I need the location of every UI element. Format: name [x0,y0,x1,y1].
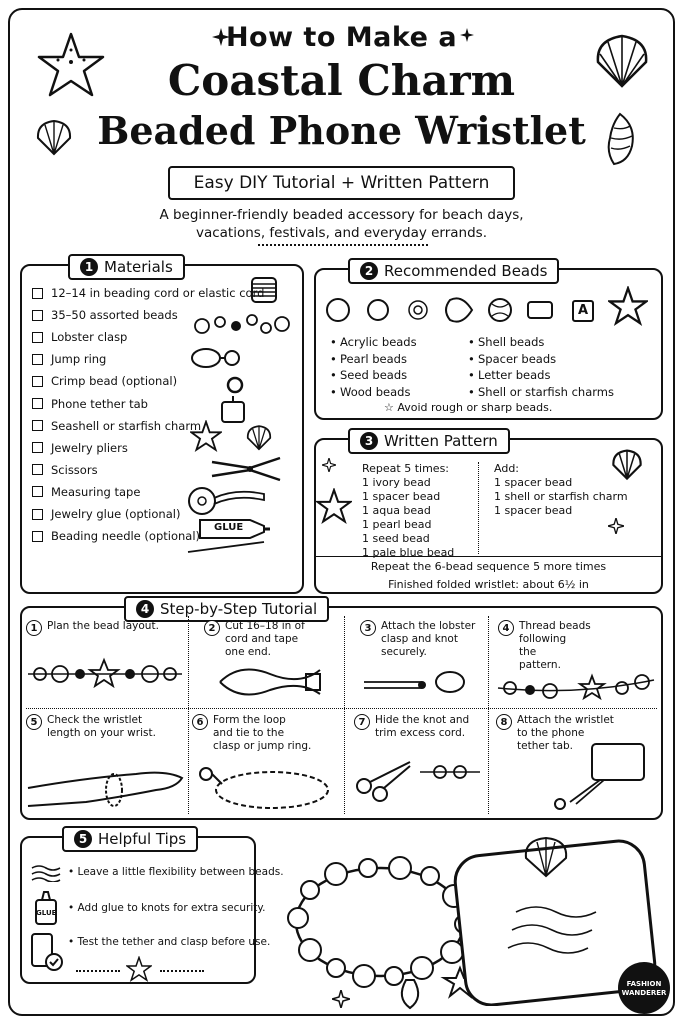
step-text [225,620,305,659]
pliers-icon [210,454,282,484]
bead-layout-illustration [26,656,184,692]
glue-bottle-label: GLUE [36,909,57,917]
checkbox[interactable] [32,310,43,321]
loop-illustration [192,760,342,814]
step-number: 5 [26,714,42,730]
step-text-line: trim excess cord. [375,727,466,739]
brand-line-2: WANDERER [621,989,667,997]
step-divider [344,616,345,814]
thread-beads-illustration [496,662,656,702]
pattern-heading: Written Pattern [384,432,498,450]
subtitle-ribbon: Easy DIY Tutorial + Written Pattern [168,166,515,200]
step-7 [354,714,484,740]
pattern-divider [478,462,479,554]
tutorial-heading: Step-by-Step Tutorial [160,600,318,618]
materials-item-label: Seashell or starfish charm [51,418,202,433]
phone-check-icon [30,932,64,972]
repeat-item: 1 aqua bead [362,504,431,517]
section-number: 5 [74,830,92,848]
step-text-line: Thread beads [519,620,591,632]
bead-type: • Acrylic beads [330,334,417,351]
repeat-block [362,462,454,560]
checkbox[interactable] [32,376,43,387]
pattern-footer-line [314,556,663,557]
materials-heading: Materials [104,258,173,276]
step-text-line: Attach the wristlet [517,714,614,726]
step-3 [360,620,480,659]
add-items [494,476,628,518]
step-text-line: tether tab. [517,740,574,752]
starfish-charm-icon [190,420,222,452]
intro-line-1: A beginner-friendly beaded accessory for beach days, [159,207,524,223]
step-number: 8 [496,714,512,730]
checkbox[interactable] [32,442,43,453]
tip-item: • Leave a little flexibility between beads. [68,866,284,878]
materials-title [68,254,185,280]
add-item: 1 spacer bead [494,476,573,489]
beads-list-col2 [468,334,614,400]
materials-item-label: Jewelry glue (optional) [51,507,181,521]
step-text-line: Plan the bead layout. [47,620,159,632]
brand-line-1: FASHION [626,980,662,988]
tips-dots [160,970,204,972]
materials-item [32,485,140,499]
bead-type: • Spacer beads [468,351,614,368]
repeat-item: 1 seed bead [362,532,430,545]
add-block [494,462,628,518]
scissors-trim-illustration [350,752,484,802]
step-divider [488,616,489,814]
materials-item-label: Crimp bead (optional) [51,374,178,389]
starfish-icon [316,488,352,524]
materials-item-label: Jewelry pliers [51,440,128,455]
bead-type: • Seed beads [330,367,417,384]
bead-type: • Shell or starfish charms [468,384,614,401]
step-2 [204,620,334,659]
starfish-bead-icon [608,286,648,326]
beads-heading: Recommended Beads [384,262,548,280]
step-text-line: clasp or jump ring. [213,740,312,752]
materials-item [32,397,148,411]
materials-item [32,286,264,300]
letter-bead-text: A [577,303,589,318]
materials-item-label: Lobster clasp [51,330,128,345]
step-number: 6 [192,714,208,730]
step-number: 1 [26,620,42,636]
phone-tether-illustration [500,740,656,810]
sparkle-icon [332,990,350,1008]
tutorial-row-divider [26,708,657,709]
step-number: 4 [498,620,514,636]
step-text-line: clasp and knot [381,633,458,645]
section-number: 2 [360,262,378,280]
materials-item [32,308,178,322]
lobster-clasp-icon [188,344,248,372]
materials-item [32,441,128,455]
repeat-item: 1 spacer bead [362,490,441,503]
step-divider [188,616,189,814]
step-text-line: Hide the knot and [375,714,470,726]
beads-icon [192,308,292,338]
checkbox[interactable] [32,531,43,542]
add-header: Add: [494,462,520,475]
materials-item [32,374,177,388]
tether-tab-icon [218,396,248,426]
section-number: 1 [80,258,98,276]
jump-ring-icon [225,375,245,395]
step-text-line: the [519,646,537,658]
bead-type: • Shell beads [468,334,614,351]
sparkle-icon [322,458,336,472]
materials-item-label: Jump ring [51,352,107,367]
sparkle-icon [608,518,624,534]
materials-item-label: Beading needle (optional) [51,529,200,544]
add-item: 1 shell or starfish charm [494,490,628,503]
repeat-items [362,476,454,560]
step-1 [26,620,186,636]
pattern-footer-1: Repeat the 6-bead sequence 5 more times [370,560,607,573]
tips-title [62,826,198,852]
materials-item [32,463,98,477]
step-text [213,714,311,753]
intro-line-2: vacations, festivals, and everyday errands. [195,225,488,241]
beads-title [348,258,559,284]
checkbox[interactable] [32,486,43,497]
tips-dots [76,970,120,972]
bead-type: • Pearl beads [330,351,417,368]
clasp-knot-illustration [362,660,472,700]
materials-item-label: 12–14 in beading cord or elastic cord [51,286,265,300]
repeat-header: Repeat 5 times: [362,462,450,475]
step-text-line: Cut 16–18 in of [225,620,305,632]
tips-heading: Helpful Tips [98,830,187,848]
tip-item: • Add glue to knots for extra security. [68,902,265,914]
materials-item [32,507,180,521]
step-6 [192,714,332,753]
tutorial-title [124,596,329,622]
pattern-title [348,428,510,454]
beading-needle-icon [186,540,266,554]
beads-note: ☆ Avoid rough or sharp beads. [384,401,553,414]
step-text-line: and tie to the [213,727,285,739]
step-text [381,620,475,659]
step-text [47,714,156,740]
glue-bottle-icon [32,890,60,926]
repeat-item: 1 pale blue bead [362,546,455,559]
section-number: 4 [136,600,154,618]
step-text-line: cord and tape [225,633,299,645]
title-line-3: Beaded Phone Wristlet [97,108,586,153]
repeat-item: 1 ivory bead [362,476,431,489]
checkbox[interactable] [32,420,43,431]
title-line-1: How to Make a [225,22,458,53]
step-text-line: length on your wrist. [47,727,156,739]
materials-item [32,529,200,543]
add-item: 1 spacer bead [494,504,573,517]
pattern-footer-2: Finished folded wristlet: about 6½ in [388,578,589,591]
starfish-icon [126,956,152,982]
bead-type: • Wood beads [330,384,417,401]
cord-spool-icon [246,276,282,304]
step-text-line: Form the loop [213,714,286,726]
wave-lines-icon [30,864,62,882]
materials-item-label: Measuring tape [51,484,141,499]
bead-type: • Letter beads [468,367,614,384]
seashell-charm-icon [244,424,274,452]
materials-item-label: Scissors [51,462,98,477]
beads-list-col1 [330,334,417,400]
repeat-item: 1 pearl bead [362,518,432,531]
step-text-line: following [519,633,567,645]
section-number: 3 [360,432,378,450]
step-text-line: Check the wristlet [47,714,143,726]
step-number: 7 [354,714,370,730]
checkbox[interactable] [32,332,43,343]
materials-item [32,352,106,366]
checkbox[interactable] [32,509,43,520]
step-text [47,620,159,636]
letter-bead [572,300,594,322]
materials-item [32,330,127,344]
wrist-illustration [26,748,186,808]
checkbox[interactable] [32,354,43,365]
glue-label: GLUE [214,522,244,533]
cord-illustration [210,660,330,704]
step-text-line: one end. [225,646,271,658]
intro-text [150,206,533,242]
beads-note-text: Avoid rough or sharp beads. [397,401,553,414]
checkbox[interactable] [32,288,43,299]
step-text-line: to the phone [517,727,585,739]
checkbox[interactable] [32,398,43,409]
materials-item [32,419,201,433]
tip-item: • Test the tether and clasp before use. [68,936,270,948]
divider [258,244,428,246]
brand-logo [618,962,670,1014]
materials-item-label: 35–50 assorted beads [51,308,178,323]
title-line-2: Coastal Charm [167,56,516,105]
materials-item-label: Phone tether tab [51,396,148,411]
step-text-line: securely. [381,646,427,658]
step-text-line: Attach the lobster [381,620,476,632]
step-number: 3 [360,620,376,636]
measuring-tape-icon [186,484,266,518]
checkbox[interactable] [32,464,43,475]
step-5 [26,714,176,740]
step-text-line: pattern. [519,659,561,671]
step-number: 2 [204,620,220,636]
step-text [375,714,469,740]
